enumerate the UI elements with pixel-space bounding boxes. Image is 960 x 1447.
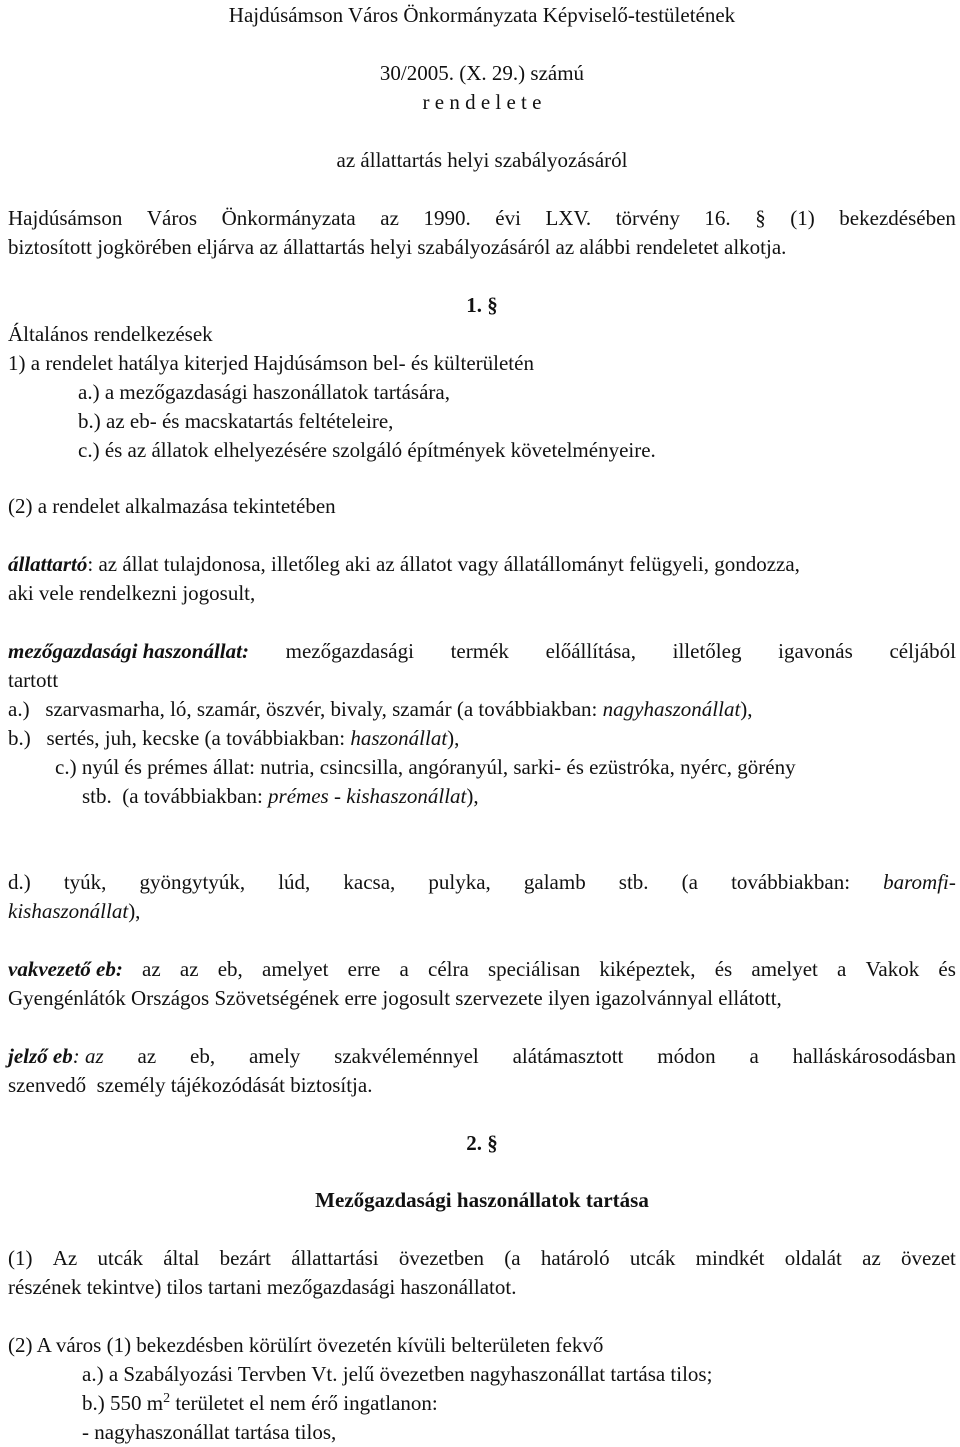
animal-item-b: b.) sertés, juh, kecske (a továbbiakban: haszonállat), [8,726,460,750]
section-2-title: Mezőgazdasági haszonállatok tartása [315,1188,649,1212]
section-2-number: 2. § [466,1131,498,1155]
section-1-title: Általános rendelkezések [8,322,213,346]
section-2-item-b: b.) 550 $m^2$ területet el nem érő ingatlanon: [82,1391,438,1415]
animal-item-c-line-2: stb. (a továbbiakban: prémes - kishaszonállat), [82,784,479,808]
section-2-paragraph-1-line-1: (1) Az utcák által bezárt állattartási övezetben (a határoló utcák mindkét oldalát az övezet [8,1246,956,1270]
list-item-c: c.) és az állatok elhelyezésére szolgáló építmények követelményeire. [78,438,656,462]
section-2-paragraph-1-line-2: részének tekintve) tilos tartani mezőgazdasági haszonállatot. [8,1275,517,1299]
definition-term: állattartó [8,552,88,576]
paragraph-2: (2) a rendelet alkalmazása tekintetében [8,494,336,518]
preamble-line-1: Hajdúsámson Város Önkormányzata az 1990. évi LXV. törvény 16. § (1) bekezdésében [8,206,956,230]
council-title: Hajdúsámson Város Önkormányzata Képviselő-testületének [228,3,736,27]
list-item-b: b.) az eb- és macskatartás feltételeire, [78,409,394,433]
animal-item-d-line-2: kishaszonállat), [8,899,141,923]
animal-item-c-line-1: c.) nyúl és prémes állat: nutria, csincsilla, angóranyúl, sarki- és ezüstróka, nyérc, görény [55,755,796,779]
animal-item-d-line-1: d.) tyúk, gyöngytyúk, lúd, kacsa, pulyka, galamb stb. (a továbbiakban: baromfi- [8,870,956,894]
list-item-a: a.) a mezőgazdasági haszonállatok tartására, [78,380,450,404]
definition-term: mezőgazdasági haszonállat: [8,639,249,663]
definition-term: vakvezető eb: [8,957,123,981]
definition-haszonallat-line-2: tartott [8,668,59,692]
decree-number: 30/2005. (X. 29.) számú [379,61,585,85]
preamble-line-2: biztosított jogkörében eljárva az állattartás helyi szabályozásáról az alábbi rendeletet alkotja. [8,235,787,259]
definition-allattarto-line-2: aki vele rendelkezni jogosult, [8,581,256,605]
definition-term: jelző eb [8,1044,73,1068]
section-2-item-a: a.) a Szabályozási Tervben Vt. jelű övezetben nagyhaszonállat tartása tilos; [82,1362,713,1386]
definition-vakvezeto-line-1: vakvezető eb: az az eb, amelyet erre a célra speciálisan kiképeztek, és amelyet a Vakok és [8,955,956,984]
animal-item-a: a.) szarvasmarha, ló, szamár, öszvér, bivaly, szamár (a továbbiakban: nagyhaszonállat), [8,697,753,721]
decree-kind: r e n d e l e t e [422,90,542,114]
definition-haszonallat-line-1: mezőgazdasági haszonállat: mezőgazdasági termék előállítása, illetőleg igavonás céljából [8,637,956,666]
definition-allattarto-line-1: állattartó: az állat tulajdonosa, illetőleg aki az állatot vagy állatállományt felügyeli, gondozza, [8,552,800,576]
definition-jelzo-line-2: szenvedő személy tájékozódását biztosítja. [8,1073,373,1097]
definition-vakvezeto-line-2: Gyengénlátók Országos Szövetségének erre jogosult szervezete ilyen igazolvánnyal ellátott, [8,986,782,1010]
definition-jelzo-line-1: jelző eb: az az eb, amely szakvéleménnyel alátámasztott módon a halláskárosodásban [8,1044,956,1068]
section-1-number: 1. § [466,293,498,317]
section-2-paragraph-2: (2) A város (1) bekezdésben körülírt övezetén kívüli belterületen fekvő [8,1333,604,1357]
paragraph-1: 1) a rendelet hatálya kiterjed Hajdúsámson bel- és külterületén [8,351,534,375]
section-2-dash-item: - nagyhaszonállat tartása tilos, [82,1420,337,1444]
decree-subject: az állattartás helyi szabályozásáról [336,148,628,172]
